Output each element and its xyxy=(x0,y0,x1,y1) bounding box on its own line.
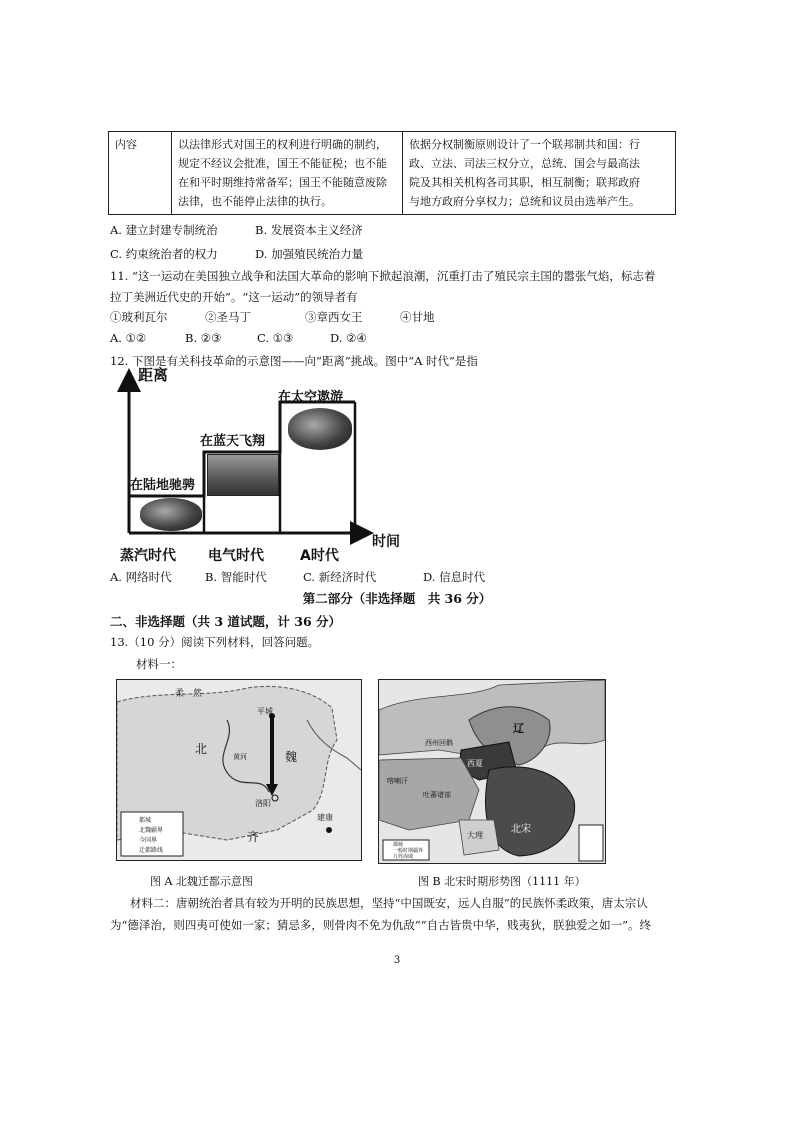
step-label-land: 在陆地驰骋 xyxy=(130,478,196,493)
map-a xyxy=(116,679,362,861)
right-line: 与地方政府分享权力；总统和议员由选举产生。 xyxy=(409,195,640,208)
legend-item: 都城 xyxy=(139,817,152,824)
train-photo xyxy=(140,498,202,531)
label-wei: 魏 xyxy=(285,750,298,764)
label-rouran: 柔 然 xyxy=(175,689,203,699)
airplane-photo xyxy=(207,454,279,496)
map-b xyxy=(378,679,606,864)
right-line: 依据分权制衡原则设计了一个联邦制共和国：行 xyxy=(409,138,640,151)
q11-option: D. ②④ xyxy=(330,331,367,345)
q11-stem-line1: 11. “这一运动在美国独立战争和法国大革命的影响下掀起浪潮，沉重打击了殖民宗主国的嚣张气焰，标志着 xyxy=(110,269,656,283)
q10-option-c: C. 约束统治者的权力 xyxy=(110,247,218,261)
row-label: 内容 xyxy=(109,132,172,215)
q11-option: C. ①③ xyxy=(257,331,294,345)
left-line: 以法律形式对国王的权利进行明确的制约， xyxy=(178,138,387,151)
q11-stem-line2: 拉丁美洲近代史的开始”。“这一运动”的领导者有 xyxy=(110,290,358,304)
left-cell xyxy=(172,132,403,215)
label-tubo: 吐蕃诸部 xyxy=(423,791,451,799)
table-row xyxy=(109,132,676,215)
legend-item: 迁都路线 xyxy=(139,847,164,854)
material1-label: 材料一： xyxy=(136,657,182,671)
legend-item: 今国界 xyxy=(139,837,158,844)
q11-choice: ②圣马丁 xyxy=(205,310,251,324)
right-cell xyxy=(403,132,676,215)
left-line: 规定不经议会批准，国王不能征税；也不能 xyxy=(178,157,387,170)
label-liao: 辽 xyxy=(513,722,524,735)
step-label-space: 在太空遨游 xyxy=(278,390,344,405)
q12-option: B. 智能时代 xyxy=(205,570,267,584)
label-dali: 大理 xyxy=(467,831,483,840)
step-label-sky: 在蓝天飞翔 xyxy=(200,434,266,449)
map-b-caption: 图 B 北宋时期形势图（1111 年） xyxy=(418,875,586,888)
section2-title: 二、非选择题（共 3 道试题，计 36 分） xyxy=(110,614,342,629)
legend-item: 北魏疆界 xyxy=(139,827,164,834)
label-qi: 齐 xyxy=(247,830,260,844)
label-bei: 北 xyxy=(195,742,208,756)
q13-stem: 13.（10 分）阅读下列材料，回答问题。 xyxy=(110,635,320,649)
q10-option-b: B. 发展资本主义经济 xyxy=(255,223,363,237)
map-a-caption: 图 A 北魏迁都示意图 xyxy=(150,875,253,888)
q10-option-a: A. 建立封建专制统治 xyxy=(110,223,218,237)
q11-option: A. ①② xyxy=(110,331,147,345)
legend-item: 一般时期疆界 xyxy=(393,848,424,854)
q11-choice: ①玻利瓦尔 xyxy=(110,310,168,324)
label-xixia: 西夏 xyxy=(467,759,483,768)
q11-choice: ③章西女王 xyxy=(305,310,363,324)
label-beisong: 北宋 xyxy=(511,824,531,835)
right-line: 院及其相关机构各司其职，相互制衡；联邦政府 xyxy=(409,176,640,189)
legend-item: 都城 xyxy=(393,842,404,848)
part2-title: 第二部分（非选择题 共 36 分） xyxy=(302,591,492,606)
page-number: 3 xyxy=(393,955,401,966)
label-jiankang: 建康 xyxy=(317,813,333,822)
q12-stem: 12. 下图是有关科技革命的示意图——向“距离”挑战。图中“A 时代”是指 xyxy=(110,354,478,368)
q12-option: D. 信息时代 xyxy=(423,570,486,584)
q11-option: B. ②③ xyxy=(185,331,222,345)
map-b-shapes xyxy=(379,680,605,863)
x-axis-label: 时间 xyxy=(372,534,400,550)
legend-item: 九姓海域 xyxy=(393,854,414,860)
right-line: 政、立法、司法三权分立，总统、国会与最高法 xyxy=(409,157,640,170)
era-label-a: A时代 xyxy=(300,548,339,564)
material2-line2: 为“德泽治，则四夷可使如一家；猜忌多，则骨肉不免为仇敌”“自古皆贵中华，贱夷狄，朕独爱之如一”。终 xyxy=(110,918,652,932)
era-label-steam: 蒸汽时代 xyxy=(120,548,176,564)
q12-diagram xyxy=(110,368,410,568)
era-label-electric: 电气时代 xyxy=(208,548,264,564)
label-pingcheng: 平城 xyxy=(257,707,273,716)
label-xizhou: 西州回鹘 xyxy=(425,739,453,747)
label-huanghe: 黄河 xyxy=(233,753,247,761)
label-kashi: 喀喇汗 xyxy=(387,777,408,785)
comparison-table xyxy=(108,131,676,215)
left-line: 法律，也不能停止法律的执行。 xyxy=(178,195,332,208)
label-luoyang: 洛阳 xyxy=(255,799,271,808)
astronaut-photo xyxy=(288,408,352,450)
material2-line1: 材料二：唐朝统治者具有较为开明的民族思想，坚持“中国既安，远人自服”的民族怀柔政策，唐太宗认 xyxy=(130,896,648,910)
y-axis-label: 距离 xyxy=(138,366,169,384)
q10-option-d: D. 加强殖民统治力量 xyxy=(255,247,364,261)
left-line: 在和平时期维持常备军；国王不能随意废除 xyxy=(178,176,387,189)
q12-option: A. 网络时代 xyxy=(110,570,172,584)
q12-option: C. 新经济时代 xyxy=(303,570,377,584)
q11-choice: ④甘地 xyxy=(400,310,435,324)
